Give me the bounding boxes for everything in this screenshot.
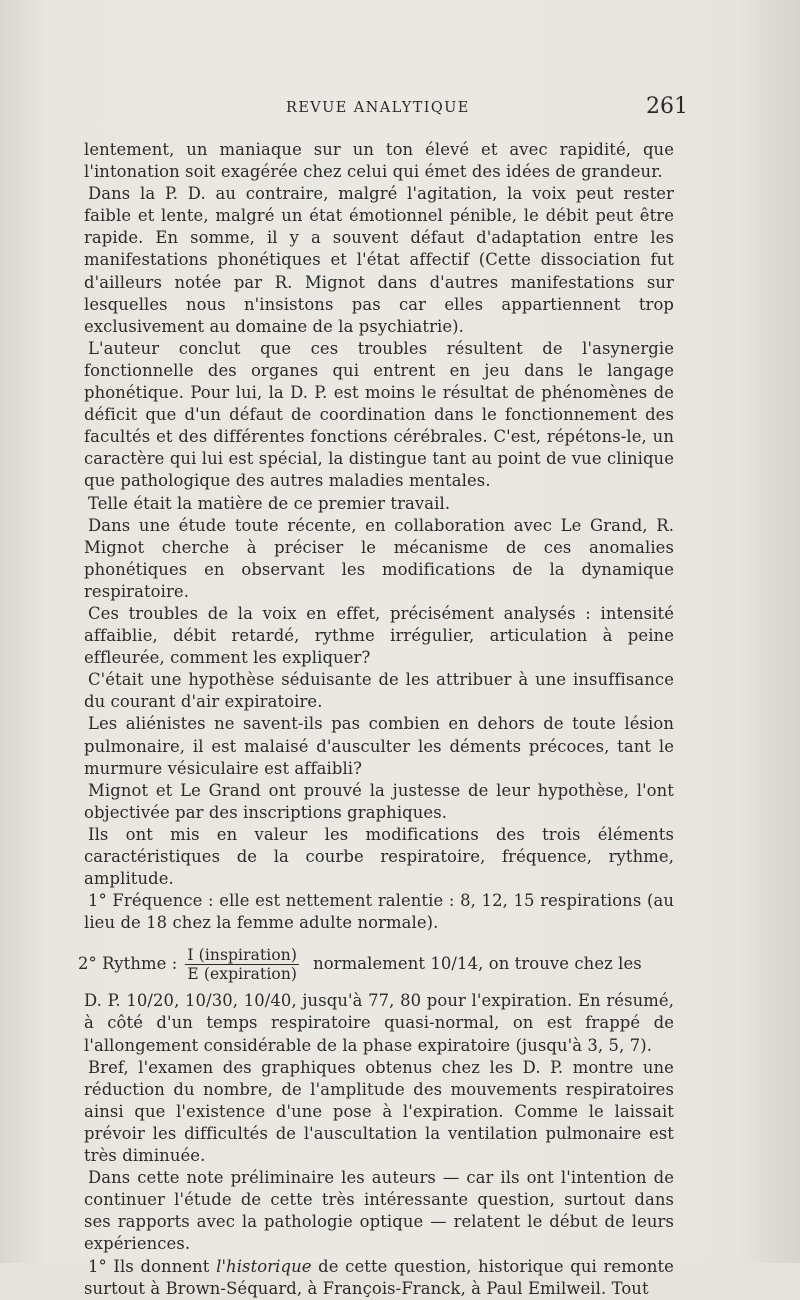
fraction-denominator: E (expiration) bbox=[187, 964, 298, 983]
article-body bbox=[78, 139, 674, 1300]
paragraph bbox=[84, 1256, 674, 1300]
page-number: 261 bbox=[646, 94, 688, 119]
paragraph: Les aliénistes ne savent-ils pas combien en dehors de toute lésion pulmonaire, il est malaisé d'ausculter les déments précoces, tant le murmure vésiculaire est affaibli? bbox=[84, 714, 674, 778]
paragraph: Telle était la matière de ce premier travail. bbox=[88, 493, 451, 513]
formula-lead: 2° Rythme : bbox=[78, 954, 178, 974]
paragraph: Dans une étude toute récente, en collaboration avec Le Grand, R. Mignot cherche à préciser le mécanisme de ces anomalies phonétiques en observant les modifications de la dynamique respiratoire. bbox=[84, 515, 674, 601]
running-title: REVUE ANALYTIQUE bbox=[286, 100, 470, 116]
paragraph: Ces troubles de la voix en effet, précisément analysés : intensité affaiblie, débit retardé, rythme irrégulier, articulation à peine effleurée, comment les expliquer? bbox=[84, 603, 674, 668]
paragraph-continued: D. P. 10/20, 10/30, 10/40, jusqu'à 77, 80 pour l'expiration. En résumé, à côté d'un temps respiratoire quasi-normal, on est frappé de l'allongement considérable de la phase expiratoire (jusqu'à 3, 5, 7). bbox=[84, 991, 674, 1055]
paragraph: Ils ont mis en valeur les modifications des trois éléments caractéristiques de la courbe respiratoire, fréquence, rythme, amplitude. bbox=[84, 824, 674, 889]
paragraph: C'était une hypothèse séduisante de les attribuer à une insuffisance du courant d'air expiratoire. bbox=[84, 670, 674, 712]
formula-tail: normalement 10/14, on trouve chez les bbox=[313, 954, 642, 974]
paragraph: L'auteur conclut que ces troubles résultent de l'asynergie fonctionnelle des organes qui entrent en jeu dans le langage phonétique. Pour lui, la D. P. est moins le résultat de phénomènes de déficit que d'un défaut de coordination dans le fonctionnement des facultés et des différentes fonctions cérébrales. C'est, répétons-le, un caractère qui lui est spécial, la distingue tant au point de vue clinique que pathologique des autres maladies mentales. bbox=[84, 338, 674, 491]
fraction-numerator: I (inspiration) bbox=[187, 945, 297, 964]
paragraph: Dans la P. D. au contraire, malgré l'agitation, la voix peut rester faible et lente, malgré un état émotionnel pénible, le débit peut être rapide. En somme, il y a souvent défaut d'adaptation entre les manifestations phonétiques et l'état affectif (Cette dissociation fut d'ailleurs notée par R. Mignot dans d'autres manifestations sur lesquelles nous n'insistons pas car elles appartiennent trop exclusivement au domaine de la psychiatrie). bbox=[84, 184, 674, 336]
text-run: 1° Ils donnent bbox=[88, 1256, 217, 1276]
text-run: de cette question, historique qui remonte surtout à Brown-Séquard, à François-Franck, à Paul Emilweil. Tout bbox=[84, 1256, 674, 1298]
italic-term: l'historique bbox=[216, 1256, 312, 1276]
paragraph: Dans cette note préliminaire les auteurs — car ils ont l'intention de continuer l'étude de cette très intéressante question, surtout dans ses rapports avec la pathologie optique — relatent le début de leurs expériences. bbox=[84, 1168, 674, 1254]
paragraph-continued: lentement, un maniaque sur un ton élevé et avec rapidité, que l'intonation soit exagérée chez celui qui émet des idées de grandeur. bbox=[84, 140, 674, 182]
page-header bbox=[0, 94, 800, 124]
paragraph: Mignot et Le Grand ont prouvé la justesse de leur hypothèse, l'ont objectivée par des inscriptions graphiques. bbox=[84, 780, 674, 822]
paragraph: 1° Fréquence : elle est nettement ralentie : 8, 12, 15 respirations (au lieu de 18 chez la femme adulte normale). bbox=[84, 891, 674, 933]
fraction bbox=[185, 946, 299, 983]
rhythm-formula bbox=[78, 938, 674, 990]
paragraph: Bref, l'examen des graphiques obtenus chez les D. P. montre une réduction du nombre, de l'amplitude des mouvements respiratoires ainsi que l'existence d'une pose à l'expiration. Comme le laissait prévoir les difficultés de l'auscultation la ventilation pulmonaire est très diminuée. bbox=[84, 1057, 674, 1166]
